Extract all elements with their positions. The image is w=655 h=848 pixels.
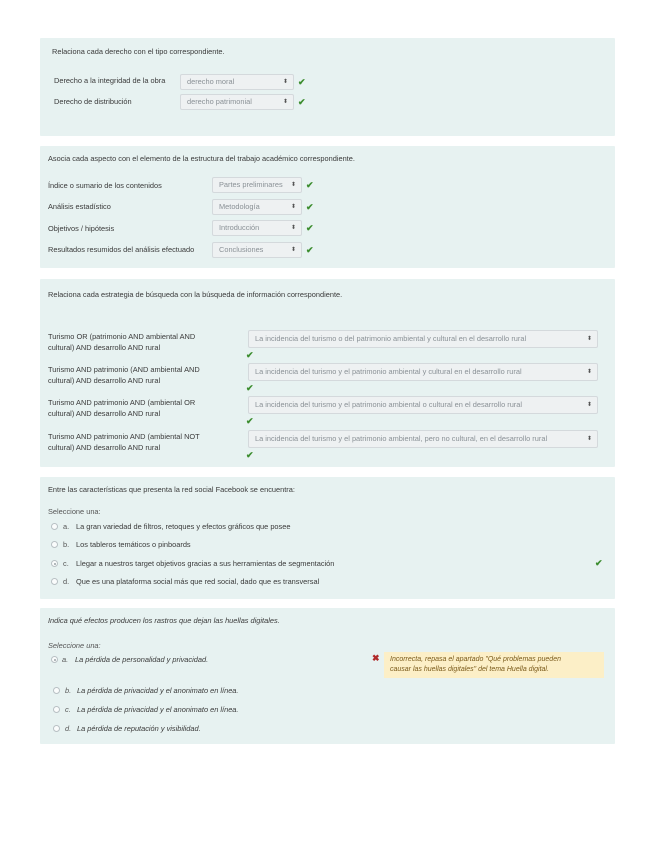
correct-check-icon: ✔ [306, 180, 314, 190]
question-card-4 [40, 477, 615, 599]
match-row-label [48, 397, 195, 419]
question-prompt: Indica qué efectos producen los rastros que dejan las huellas digitales. [48, 616, 280, 625]
match-select[interactable] [212, 242, 302, 258]
option-letter: a. [63, 522, 70, 531]
correct-check-icon: ✔ [306, 245, 314, 255]
question-prompt: Entre las características que presenta la red social Facebook se encuentra: [48, 485, 295, 494]
select-arrows-icon: ⬍ [282, 99, 288, 105]
select-value: La incidencia del turismo y el patrimonio ambiental, pero no cultural, en el desarrollo rural [255, 434, 548, 443]
question-prompt: Relaciona cada derecho con el tipo correspondiente. [52, 47, 225, 56]
match-row-label: Derecho a la integridad de la obra [54, 76, 166, 85]
match-select[interactable] [248, 330, 598, 348]
label-line: Turismo AND patrimonio AND (ambiental OR [48, 398, 196, 407]
select-value: La incidencia del turismo y el patrimonio ambiental y cultural en el desarrollo rural [255, 367, 522, 376]
option-radio-selected[interactable] [51, 656, 58, 663]
match-row-label: Derecho de distribución [54, 97, 132, 106]
select-arrows-icon: ⬍ [290, 225, 296, 231]
label-line: cultural) AND desarrollo AND rural [48, 376, 161, 385]
option-text: Llegar a nuestros target objetivos gracias a sus herramientas de segmentación [76, 559, 335, 568]
match-row-label: Análisis estadístico [48, 202, 111, 211]
question-card-3 [40, 279, 615, 467]
label-line: Turismo AND patrimonio (AND ambiental AND [48, 365, 200, 374]
feedback-box [384, 652, 604, 678]
incorrect-cross-icon: ✖ [372, 653, 380, 663]
option-text: La gran variedad de filtros, retoques y efectos gráficos que posee [76, 522, 291, 531]
option-radio[interactable] [53, 725, 60, 732]
correct-check-icon: ✔ [246, 416, 254, 426]
select-arrows-icon: ⬍ [586, 336, 592, 342]
match-select[interactable] [248, 396, 598, 414]
option-text: Los tableros temáticos o pinboards [76, 540, 191, 549]
correct-check-icon: ✔ [306, 223, 314, 233]
question-card-5 [40, 608, 615, 744]
select-arrows-icon: ⬍ [290, 182, 296, 188]
label-line: Turismo AND patrimonio AND (ambiental NOT [48, 432, 200, 441]
match-row-label [48, 431, 200, 453]
feedback-line: Incorrecta, repasa el apartado "Qué problemas pueden [390, 656, 561, 663]
option-text: La pérdida de privacidad y el anonimato en línea. [77, 686, 239, 695]
select-value: La incidencia del turismo o del patrimonio ambiental y cultural en el desarrollo rural [255, 334, 527, 343]
correct-check-icon: ✔ [298, 97, 306, 107]
option-letter: d. [65, 724, 72, 733]
select-one-label: Seleccione una: [48, 641, 101, 650]
option-text: La pérdida de reputación y visibilidad. [77, 724, 201, 733]
match-select[interactable] [248, 363, 598, 381]
match-row-label [48, 364, 200, 386]
select-value: Introducción [219, 223, 260, 232]
select-arrows-icon: ⬍ [586, 436, 592, 442]
select-value: derecho patrimonial [187, 97, 252, 106]
feedback-line: causar las huellas digitales" del tema Huella digital. [390, 666, 549, 673]
correct-check-icon: ✔ [298, 77, 306, 87]
option-radio[interactable] [53, 706, 60, 713]
select-value: Partes preliminares [219, 180, 283, 189]
question-prompt: Asocia cada aspecto con el elemento de la estructura del trabajo académico correspondiente. [48, 154, 355, 163]
match-row-label: Resultados resumidos del análisis efectuado [48, 245, 195, 254]
match-select[interactable] [248, 430, 598, 448]
match-row-label: Objetivos / hipótesis [48, 224, 115, 233]
option-letter: c. [65, 705, 71, 714]
select-arrows-icon: ⬍ [586, 369, 592, 375]
match-row-label [48, 331, 195, 353]
option-letter: d. [63, 577, 70, 586]
option-radio[interactable] [51, 541, 58, 548]
select-value: derecho moral [187, 77, 235, 86]
select-value: La incidencia del turismo y el patrimonio ambiental o cultural en el desarrollo rural [255, 400, 523, 409]
match-select[interactable] [212, 177, 302, 193]
option-text: Que es una plataforma social más que red social, dado que es transversal [76, 577, 320, 586]
match-select[interactable] [180, 74, 294, 90]
select-arrows-icon: ⬍ [586, 402, 592, 408]
select-arrows-icon: ⬍ [290, 204, 296, 210]
match-select[interactable] [212, 199, 302, 215]
select-value: Metodología [219, 202, 260, 211]
correct-check-icon: ✔ [595, 558, 603, 568]
match-row-label: Índice o sumario de los contenidos [48, 181, 162, 190]
option-radio-selected[interactable] [51, 560, 58, 567]
select-one-label: Seleccione una: [48, 507, 101, 516]
option-radio[interactable] [51, 578, 58, 585]
select-arrows-icon: ⬍ [282, 79, 288, 85]
question-card-2 [40, 146, 615, 268]
select-value: Conclusiones [219, 245, 264, 254]
option-radio[interactable] [53, 687, 60, 694]
correct-check-icon: ✔ [246, 350, 254, 360]
label-line: Turismo OR (patrimonio AND ambiental AND [48, 332, 196, 341]
correct-check-icon: ✔ [246, 450, 254, 460]
option-letter: b. [63, 540, 70, 549]
match-select[interactable] [212, 220, 302, 236]
question-prompt: Relaciona cada estrategia de búsqueda con la búsqueda de información correspondiente. [48, 290, 343, 299]
question-card-1 [40, 38, 615, 136]
label-line: cultural) AND desarrollo AND rural [48, 409, 161, 418]
option-letter: b. [65, 686, 72, 695]
option-letter: c. [63, 559, 69, 568]
option-text: La pérdida de privacidad y el anonimato en línea. [77, 705, 239, 714]
select-arrows-icon: ⬍ [290, 247, 296, 253]
option-text: La pérdida de personalidad y privacidad. [75, 655, 209, 664]
match-select[interactable] [180, 94, 294, 110]
correct-check-icon: ✔ [246, 383, 254, 393]
correct-check-icon: ✔ [306, 202, 314, 212]
label-line: cultural) AND desarrollo AND rural [48, 343, 161, 352]
option-radio[interactable] [51, 523, 58, 530]
label-line: cultural) AND desarrollo AND rural [48, 443, 161, 452]
option-letter: a. [62, 655, 69, 664]
